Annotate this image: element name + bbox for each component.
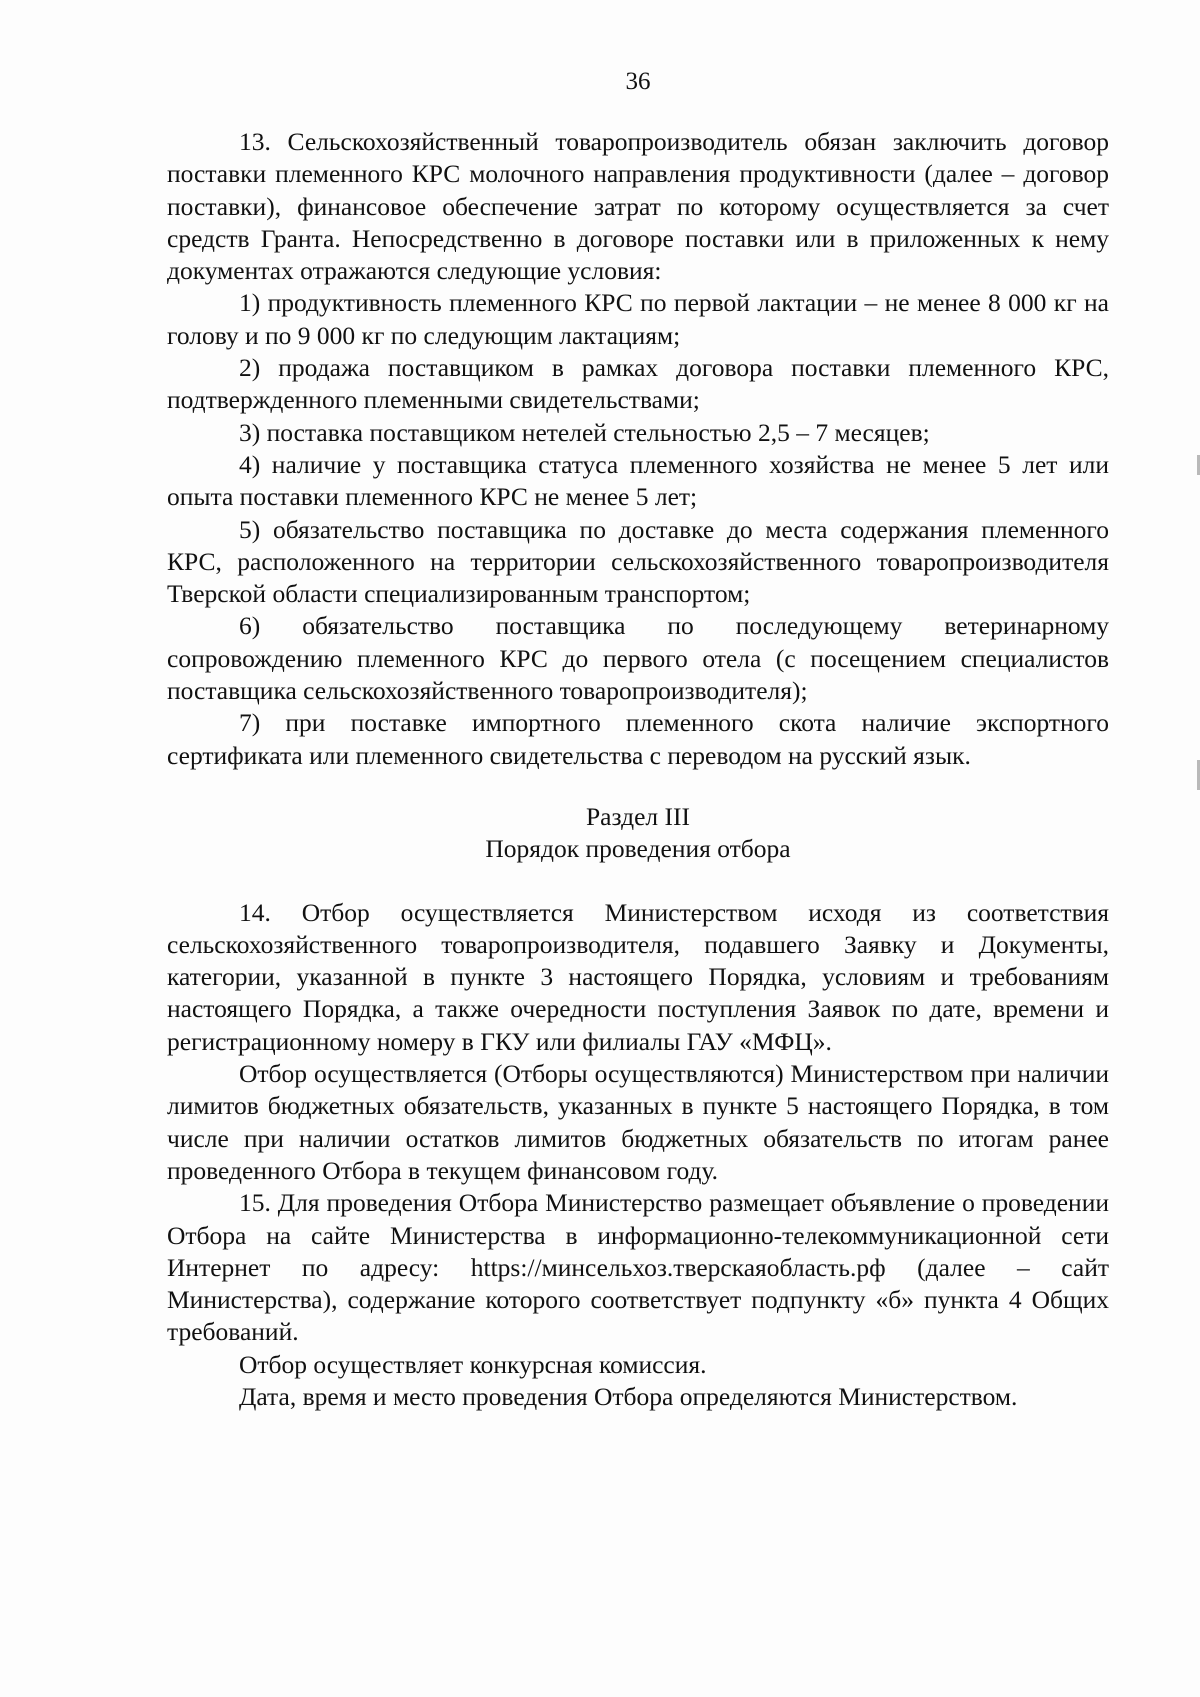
paragraph-13: 13. Сельскохозяйственный товаропроизводитель обязан заключить договор поставки племенного КРС молочного направления продуктивности (далее – договор поставки), финансовое обеспечение затрат по которому осуществляется за счет средств Гранта. Непосредственно в договоре поставки или в приложенных к нему документах отражаются следующие условия:: [167, 127, 1109, 286]
paragraph-commission: Отбор осуществляет конкурсная комиссия.: [239, 1349, 707, 1379]
condition-5: 5) обязательство поставщика по доставке до места содержания племенного КРС, расположенного на территории сельскохозяйственного товаропроизводителя Тверской области специализированным транспортом;: [167, 514, 1109, 609]
condition-4: 4) наличие у поставщика статуса племенного хозяйства не менее 5 лет или опыта поставки племенного КРС не менее 5 лет;: [167, 449, 1109, 512]
condition-3: 3) поставка поставщиком нетелей стельностью 2,5 – 7 месяцев;: [239, 417, 930, 447]
paragraph-date-place: Дата, время и место проведения Отбора определяются Министерством.: [239, 1381, 1018, 1411]
paragraph-14: 14. Отбор осуществляется Министерством исходя из соответствия сельскохозяйственного товаропроизводителя, подавшего Заявку и Документы, категории, указанной в пункте 3 настоящего Порядка, условиям и требованиям настоящего Порядка, а также очередности поступления Заявок по дате, времени и регистрационному номеру в ГКУ или филиалы ГАУ «МФЦ».: [167, 897, 1109, 1056]
document-body: [167, 126, 1109, 1413]
section-number: Раздел III: [586, 801, 690, 831]
spacer: [167, 866, 1109, 897]
condition-7: 7) при поставке импортного племенного скота наличие экспортного сертификата или племенного свидетельства с переводом на русский язык.: [167, 708, 1109, 770]
page-number: 36: [625, 68, 651, 95]
condition-6: 6) обязательство поставщика по последующему ветеринарному сопровождению племенного КРС до первого отела (с посещением специалистов поставщика сельскохозяйственного товаропроизводителя);: [167, 611, 1109, 706]
section-heading: [167, 801, 1109, 866]
condition-1: 1) продуктивность племенного КРС по первой лактации – не менее 8 000 кг на голову и по 9 000 кг по следующим лактациям;: [167, 288, 1109, 350]
spacer: [167, 772, 1109, 801]
paragraph-14-continued: Отбор осуществляется (Отборы осуществляются) Министерством при наличии лимитов бюджетных обязательств, указанных в пункте 5 настоящего Порядка, в том числе при наличии остатков лимитов бюджетных обязательств по итогам ранее проведенного Отбора в текущем финансовом году.: [167, 1059, 1109, 1185]
condition-2: 2) продажа поставщиком в рамках договора поставки племенного КРС, подтвержденного племенными свидетельствами;: [167, 353, 1109, 415]
section-title: Порядок проведения отбора: [485, 834, 791, 864]
paragraph-15: 15. Для проведения Отбора Министерство размещает объявление о проведении Отбора на сайте Министерства в информационно-телекоммуникационной сети Интернет по адресу: https://минсельхоз.тверскаяобласть.рф (далее – сайт Министерства), содержание которого соответствует подпункту «б» пункта 4 Общих требований.: [167, 1188, 1109, 1347]
